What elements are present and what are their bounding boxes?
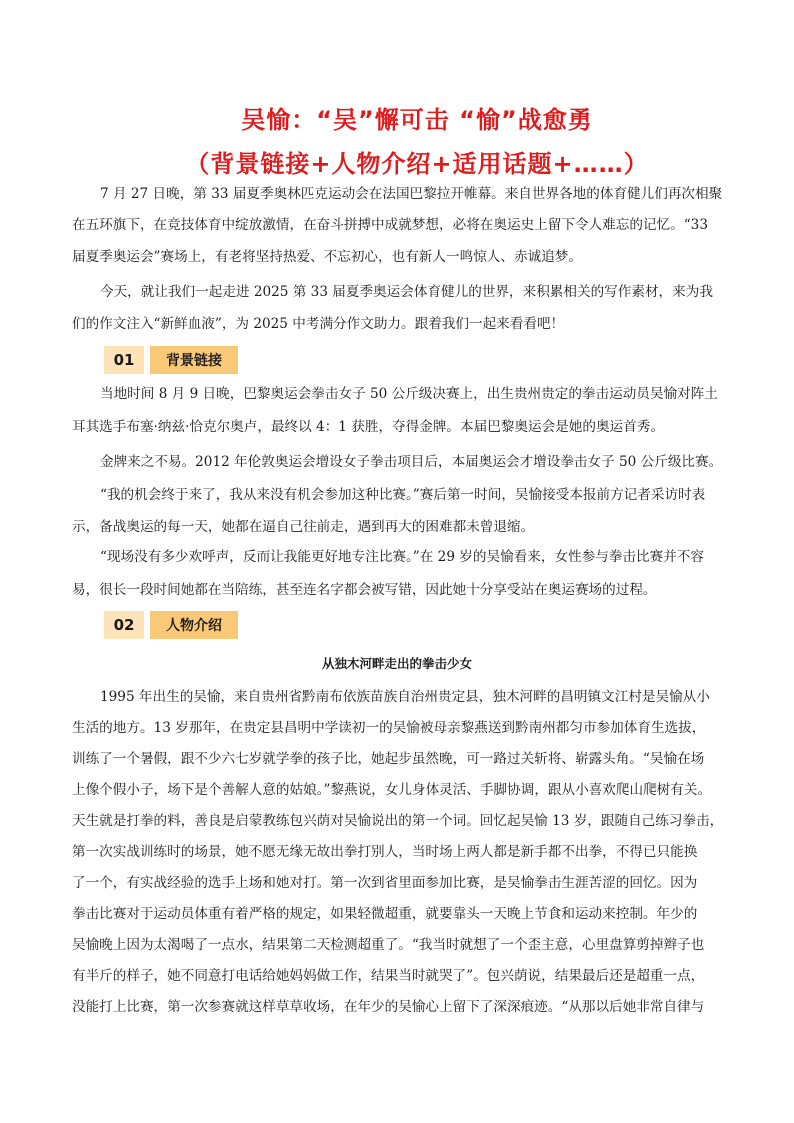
paragraph-line: 金牌来之不易。2012 年伦敦奥运会增设女子拳击项目后，本届奥运会才增设拳击女子 50 公斤级比赛。 — [100, 454, 723, 470]
section-number: 01 — [104, 346, 144, 374]
intro-line: 7 月 27 日晚，第 33 届夏季奥林匹克运动会在法国巴黎拉开帷幕。来自世界各地的体育健儿们再次相聚 — [100, 186, 723, 202]
paragraph-line: 有半斤的样子，她不同意打电话给她妈妈做工作，结果当时就哭了”。包兴荫说，结果最后还是超重一点， — [72, 968, 705, 984]
paragraph-line: 耳其选手布塞·纳兹·恰克尔奥卢，最终以 4：1 获胜，夺得金牌。本届巴黎奥运会是她的奥运首秀。 — [72, 419, 664, 435]
paragraph-line: 示，备战奥运的每一天，她都在逼自己往前走，遇到再大的困难都未曾退缩。 — [72, 519, 535, 535]
section-label: 人物介绍 — [150, 611, 238, 639]
paragraph-line: “我的机会终于来了，我从来没有机会参加这种比赛。”赛后第一时间，吴愉接受本报前方记者采访时表 — [100, 487, 706, 503]
paragraph-line: 拳击比赛对于运动员体重有着严格的规定，如果轻微超重，就要靠头一天晚上节食和运动来控制。年少的 — [72, 906, 698, 922]
document-subtitle: （背景链接+人物介绍+适用话题+……） — [185, 150, 649, 178]
paragraph-line: 天生就是打拳的料，善良是启蒙教练包兴荫对吴愉说出的第一个词。回忆起吴愉 13 岁，跟随自己练习拳击， — [72, 813, 724, 829]
paragraph-line: 1995 年出生的吴愉，来自贵州省黔南布依族苗族自治州贵定县，独木河畔的昌明镇文江村是吴愉从小 — [100, 689, 710, 705]
intro-line: 们的作文注入“新鲜血液”，为 2025 中考满分作文助力。跟着我们一起来看看吧！ — [72, 316, 565, 332]
paragraph-line: 上像个假小子，场下是个善解人意的姑娘。”黎燕说，女儿身体灵活、手脚协调，跟从小喜欢爬山爬树有关。 — [72, 782, 712, 798]
paragraph-line: 没能打上比赛，第一次参赛就这样草草收场，在年少的吴愉心上留下了深深痕迹。“从那以后她非常自律与 — [72, 999, 705, 1015]
section-number: 02 — [104, 611, 144, 639]
paragraph-line: 训练了一个暑假，跟不少六七岁就学拳的孩子比，她起步虽然晚，可一路过关斩将、崭露头角。“吴愉在场 — [72, 751, 705, 767]
intro-line: 今天，就让我们一起走进 2025 第 33 届夏季奥运会体育健儿的世界，来积累相关的写作素材，来为我 — [100, 284, 713, 300]
section-label: 背景链接 — [150, 346, 238, 374]
intro-line: 届夏季奥运会”赛场上，有老将坚持热爱、不忘初心，也有新人一鸣惊人、赤诚追梦。 — [72, 249, 582, 265]
paragraph-line: 吴愉晚上因为太渴喝了一点水，结果第二天检测超重了。“我当时就想了一个歪主意，心里盘算剪掉辫子也 — [72, 937, 705, 953]
document-title: 吴愉：“吴”懈可击 “愉”战愈勇 — [241, 106, 593, 134]
paragraph-line: 当地时间 8 月 9 日晚，巴黎奥运会拳击女子 50 公斤级决赛上，出生贵州贵定的拳击运动员吴愉对阵土 — [100, 386, 718, 402]
section-header-background — [104, 346, 238, 374]
paragraph-line: 第一次实战训练时的场景，她不愿无缘无故出拳打别人，当时场上两人都是新手都不出拳，不得已只能换 — [72, 844, 698, 860]
article-subtitle: 从独木河畔走出的拳击少女 — [321, 656, 472, 671]
paragraph-line: 易，很长一段时间她都在当陪练，甚至连名字都会被写错，因此她十分享受站在奥运赛场的过程。 — [72, 582, 657, 598]
paragraph-line: 了一个，有实战经验的选手上场和她对打。第一次到省里面参加比赛，是吴愉拳击生涯苦涩的回忆。因为 — [72, 875, 698, 891]
paragraph-line: 生活的地方。13 岁那年，在贵定县昌明中学读初一的吴愉被母亲黎燕送到黔南州都匀市参加体育生选拔， — [72, 720, 706, 736]
intro-line: 在五环旗下，在竞技体育中绽放激情，在奋斗拼搏中成就梦想，必将在奥运史上留下令人难忘的记忆。“33 — [72, 217, 708, 233]
paragraph-line: “现场没有多少欢呼声，反而让我能更好地专注比赛。”在 29 岁的吴愉看来，女性参与拳击比赛并不容 — [100, 549, 704, 565]
section-header-character — [104, 611, 238, 639]
